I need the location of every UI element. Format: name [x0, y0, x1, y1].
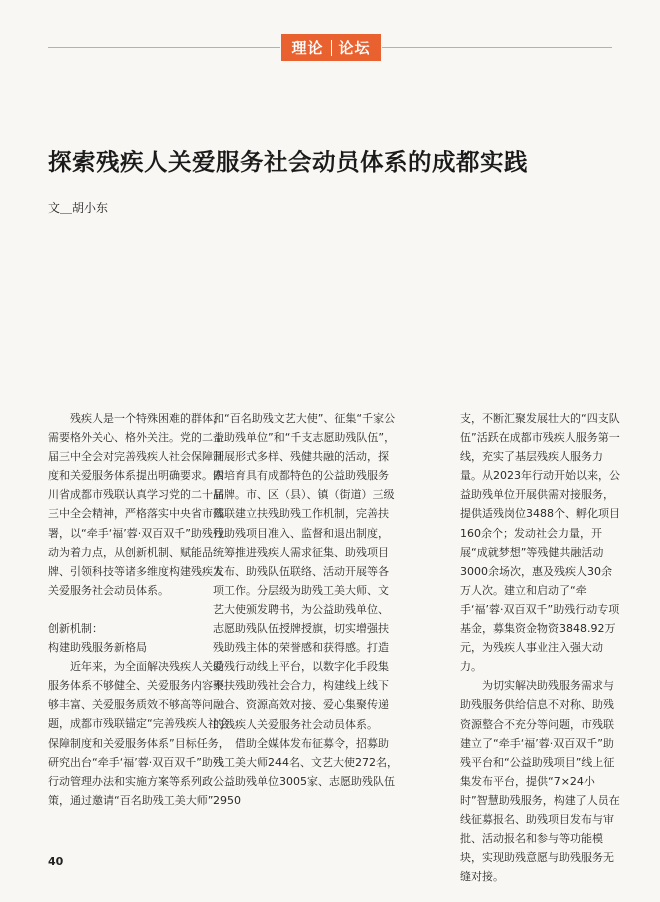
page-number: 40: [48, 855, 64, 868]
paragraph: 借助全媒体发布征募令，招募助残工美大师244名、文艺大使272名，公益助残单位3005家、志愿助残队伍2950: [213, 736, 398, 807]
header-rule-left: [48, 47, 280, 48]
subheading: 创新机制：: [48, 621, 103, 635]
text-column-1: [48, 409, 232, 810]
paragraph-gap: [48, 600, 232, 619]
article-title: 探索残疾人关爱服务社会动员体系的成都实践: [48, 148, 528, 176]
paragraph: 和“百名助残文艺大使”、征集“千家公益助残单位”和“千支志愿助残队伍”，开展形式多样、残健共融的活动，探索培育具有成都特色的公益助残服务品牌。市、区（县）、镇（街道）三级残联建立扶残助残工作机制，完善扶残助残项目准入、监督和退出制度，统筹推进残疾人需求征集、助残项目发布、助残队伍联络、活动开展等各项工作。分层级为助残工美大师、文艺大使颁发聘书，为公益助残单位、志愿助残队伍授牌授旗，切实增强扶残助残主体的荣誉感和获得感。打造助残行动线上平台，以数字化手段集聚扶残助残社会合力，构建线上线下融合、资源高效对接、爱心集聚传递的残疾人关爱服务社会动员体系。: [213, 412, 396, 731]
section-tag: [281, 34, 381, 61]
article-byline: 文＿胡小东: [48, 201, 109, 215]
text-column-2: [213, 409, 399, 810]
paragraph: 为切实解决助残服务需求与助残服务供给信息不对称、助残资源整合不充分等问题，市残联建立了“牵手‘福’蓉·双百双千”助残平台和“公益助残项目”线上征集发布平台，提供“7×24小时”智慧助残服务，构建了人员在线征募报名、助残项目发布与审批、活动报名和参与等功能模块，实现助残意愿与助残服务无缝对接。: [460, 679, 620, 884]
text-column-3: [460, 409, 620, 886]
header-rule-right: [382, 47, 612, 48]
section-label-left: 理论: [291, 39, 324, 57]
paragraph: 支，不断汇聚发展壮大的“四支队伍”活跃在成都市残疾人服务第一线，充实了基层残疾人服务力量。从2023年行动开始以来，公益助残单位开展供需对接服务，提供适残岗位3488个、孵化项目160余个；发动社会力量，开展“成就梦想”等残健共融活动3000余场次，惠及残疾人30余万人次。建立和启动了“牵手‘福’蓉·双百双千”助残行动专项基金，募集资金物资3848.92万元，为残疾人事业注入强大动力。: [460, 412, 620, 674]
paragraph: 残疾人是一个特殊困难的群体，需要格外关心、格外关注。党的二十届三中全会对完善残疾人社会保障制度和关爱服务体系提出明确要求。四川省成都市残联认真学习党的二十届三中全会精神，严格落实中央省市部署，以“牵手‘福’蓉·双百双千”助残行动为着力点，从创新机制、赋能品牌、引领科技等诸多维度构建残疾人关爱服务社会动员体系。: [48, 412, 224, 597]
subheading: 构建助残服务新格局: [48, 641, 147, 655]
paragraph: 近年来，为全面解决残疾人关爱服务体系不够健全、关爱服务内容不够丰富、关爱服务质效不够高等问题，成都市残联锚定“完善残疾人社会保障制度和关爱服务体系”目标任务，研究出台“牵手‘福’蓉·双百双千”助残行动管理办法和实施方案等系列政策，通过邀请“百名助残工美大师”: [48, 660, 230, 807]
section-label-right: 论坛: [338, 39, 371, 57]
section-separator: [331, 40, 332, 56]
